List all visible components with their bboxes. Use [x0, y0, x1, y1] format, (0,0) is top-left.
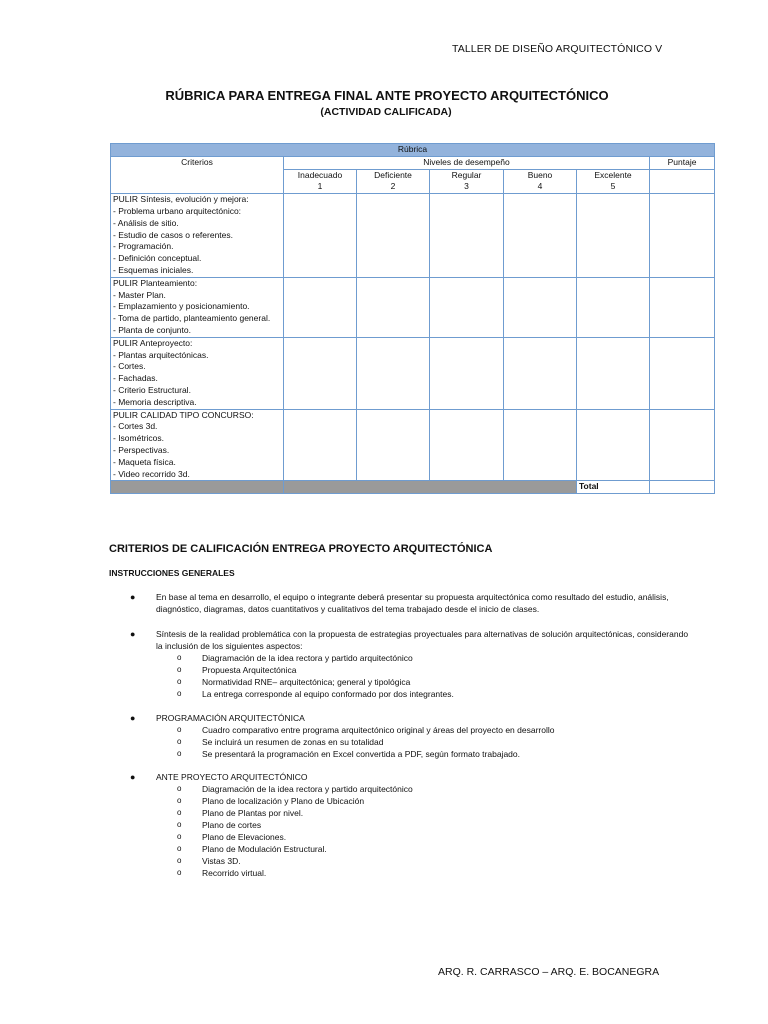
bullet-text: PROGRAMACIÓN ARQUITECTÓNICA	[156, 713, 305, 723]
circle-bullet-icon: o	[177, 844, 182, 853]
level-header: Excelente 5	[577, 169, 650, 194]
score-cell[interactable]	[577, 409, 650, 481]
total-row	[111, 481, 715, 494]
page-title: RÚBRICA PARA ENTREGA FINAL ANTE PROYECTO ARQUITECTÓNICO	[165, 88, 609, 103]
score-cell[interactable]	[504, 409, 577, 481]
sub-list-item: o Plano de Elevaciones.	[177, 832, 287, 842]
circle-bullet-icon: o	[177, 653, 182, 662]
total-row-fill	[284, 481, 577, 494]
level-header: Regular 3	[430, 169, 504, 194]
score-cell[interactable]	[504, 194, 577, 278]
score-cell[interactable]	[430, 277, 504, 337]
rubric-band-row	[111, 144, 715, 157]
criteria-cell: PULIR Síntesis, evolución y mejora: - Problema urbano arquitectónico: - Análisis de sitio. - Estudio de casos o referentes. - Programación. - Definición conceptual. - Esquemas iniciales.	[111, 194, 284, 278]
score-header-empty	[650, 169, 715, 194]
score-cell[interactable]	[577, 194, 650, 278]
circle-bullet-icon: o	[177, 665, 182, 674]
sub-list-item: o Cuadro comparativo entre programa arquitectónico original y áreas del proyecto en desarrollo	[177, 725, 555, 735]
score-cell[interactable]	[650, 194, 715, 278]
circle-bullet-icon: o	[177, 808, 182, 817]
score-cell[interactable]	[430, 337, 504, 409]
sub-list-item: o Diagramación de la idea rectora y partido arquitectónico	[177, 653, 413, 663]
score-cell[interactable]	[284, 337, 357, 409]
score-cell[interactable]	[430, 194, 504, 278]
bullet-text: ANTE PROYECTO ARQUITECTÓNICO	[156, 772, 308, 782]
level-header: Inadecuado 1	[284, 169, 357, 194]
score-cell[interactable]	[650, 337, 715, 409]
score-header: Puntaje	[650, 156, 715, 169]
sub-list-item: o Se incluirá un resumen de zonas en su totalidad	[177, 737, 384, 747]
course-header: TALLER DE DISEÑO ARQUITECTÓNICO V	[452, 43, 663, 55]
criteria-cell: PULIR Planteamiento: - Master Plan. - Emplazamiento y posicionamiento. - Toma de partido, planteamiento general. - Planta de conjunto.	[111, 277, 284, 337]
sub-list-item: o Propuesta Arquitectónica	[177, 665, 297, 675]
bullet-icon: ●	[130, 629, 136, 639]
score-cell[interactable]	[284, 194, 357, 278]
list-item	[130, 771, 690, 879]
score-cell[interactable]	[430, 409, 504, 481]
footer-authors: ARQ. R. CARRASCO – ARQ. E. BOCANEGRA	[438, 966, 660, 978]
circle-bullet-icon: o	[177, 784, 182, 793]
score-cell[interactable]	[357, 194, 430, 278]
page-subtitle: (ACTIVIDAD CALIFICADA)	[320, 106, 452, 118]
bullet-icon: ●	[130, 772, 136, 782]
rubric-table	[110, 143, 715, 494]
score-cell[interactable]	[357, 337, 430, 409]
bullet-text: Síntesis de la realidad problemática con la propuesta de estrategias proyectuales para alternativas de solución arquitectónicas, considerando la inclusión de los siguientes aspectos:	[156, 629, 689, 651]
score-cell[interactable]	[577, 337, 650, 409]
total-row-fill	[111, 481, 284, 494]
criteria-header: Criterios	[111, 156, 284, 193]
instructions-title: INSTRUCCIONES GENERALES	[109, 568, 235, 578]
table-row	[111, 409, 715, 481]
sub-list-item: o Plano de localización y Plano de Ubicación	[177, 796, 365, 806]
levels-header-row	[111, 156, 715, 169]
list-item	[130, 628, 690, 700]
score-cell[interactable]	[504, 337, 577, 409]
score-cell[interactable]	[284, 409, 357, 481]
section-title: CRITERIOS DE CALIFICACIÓN ENTREGA PROYECTO ARQUITECTÓNICA	[109, 543, 493, 555]
list-item	[130, 591, 690, 615]
circle-bullet-icon: o	[177, 689, 182, 698]
circle-bullet-icon: o	[177, 737, 182, 746]
circle-bullet-icon: o	[177, 749, 182, 758]
circle-bullet-icon: o	[177, 856, 182, 865]
table-row	[111, 277, 715, 337]
circle-bullet-icon: o	[177, 868, 182, 877]
levels-header: Niveles de desempeño	[284, 156, 650, 169]
score-cell[interactable]	[577, 277, 650, 337]
list-item	[130, 712, 690, 760]
rubric-band: Rúbrica	[111, 144, 715, 157]
bullet-text: En base al tema en desarrollo, el equipo o integrante deberá presentar su propuesta arquitectónica como resultado del estudio, análisis, diagnóstico, diagramas, datos cuantitativos y cualitativos del tema trabajado desde el inicio de clases.	[156, 592, 669, 614]
level-header: Bueno 4	[504, 169, 577, 194]
sub-list-item: o Vistas 3D.	[177, 856, 241, 866]
table-row	[111, 337, 715, 409]
score-cell[interactable]	[650, 409, 715, 481]
sub-list-item: o Plano de Modulación Estructural.	[177, 844, 327, 854]
score-cell[interactable]	[284, 277, 357, 337]
bullet-icon: ●	[130, 713, 136, 723]
level-header: Deficiente 2	[357, 169, 430, 194]
sub-list-item: o Plano de cortes	[177, 820, 262, 830]
score-cell[interactable]	[650, 277, 715, 337]
sub-list-item: o Recorrido virtual.	[177, 868, 267, 878]
circle-bullet-icon: o	[177, 796, 182, 805]
circle-bullet-icon: o	[177, 725, 182, 734]
score-cell[interactable]	[357, 277, 430, 337]
criteria-cell: PULIR Anteproyecto: - Plantas arquitectónicas. - Cortes. - Fachadas. - Criterio Estructural. - Memoria descriptiva.	[111, 337, 284, 409]
table-row	[111, 194, 715, 278]
score-cell[interactable]	[357, 409, 430, 481]
sub-list-item: o Se presentará la programación en Excel convertida a PDF, según formato trabajado.	[177, 749, 520, 759]
circle-bullet-icon: o	[177, 832, 182, 841]
total-score-cell[interactable]	[650, 481, 715, 494]
total-label: Total	[577, 481, 650, 494]
sub-list-item: o Plano de Plantas por nivel.	[177, 808, 304, 818]
sub-list-item: o Diagramación de la idea rectora y partido arquitectónico	[177, 784, 413, 794]
bullet-icon: ●	[130, 592, 136, 602]
criteria-cell: PULIR CALIDAD TIPO CONCURSO: - Cortes 3d. - Isométricos. - Perspectivas. - Maqueta física. - Video recorrido 3d.	[111, 409, 284, 481]
circle-bullet-icon: o	[177, 677, 182, 686]
circle-bullet-icon: o	[177, 820, 182, 829]
score-cell[interactable]	[504, 277, 577, 337]
sub-list-item: o Normatividad RNE– arquitectónica; general y tipológica	[177, 677, 411, 687]
sub-list-item: o La entrega corresponde al equipo conformado por dos integrantes.	[177, 689, 454, 699]
